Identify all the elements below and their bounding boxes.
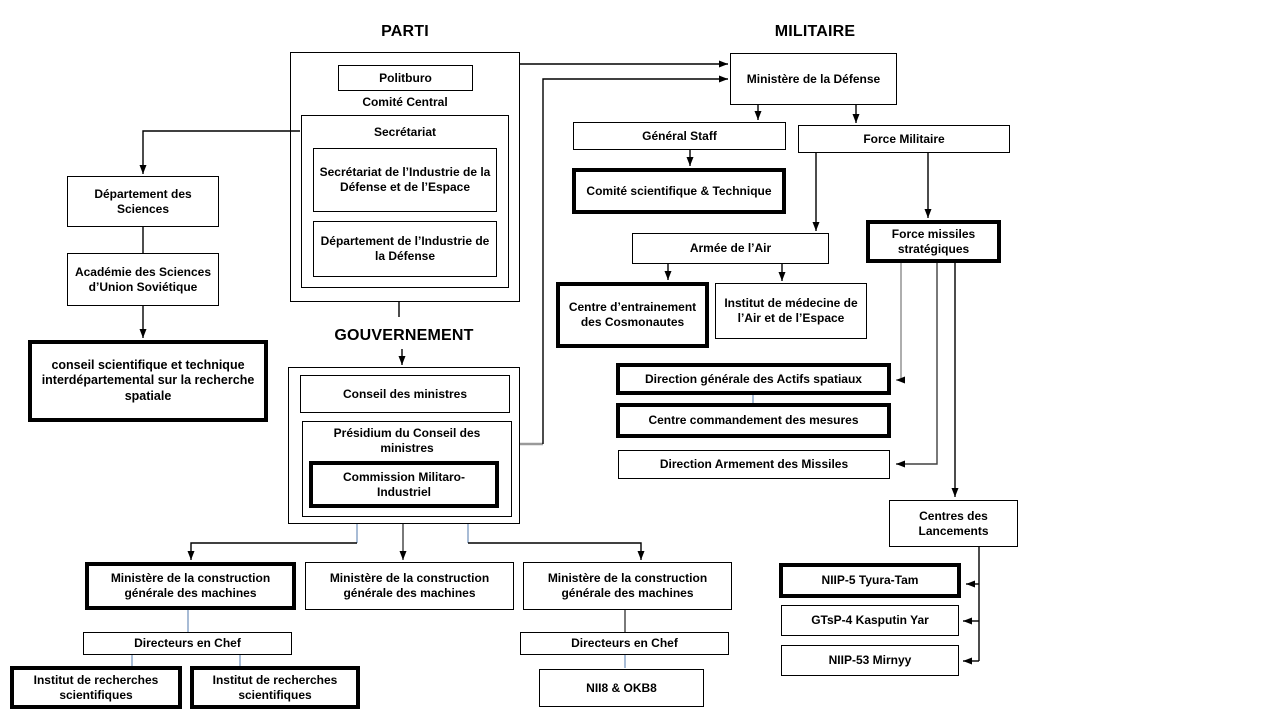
label-comite-central: Comité Central	[362, 94, 448, 109]
box-force-militaire: Force Militaire	[798, 125, 1010, 153]
box-direction-actifs-spatiaux: Direction générale des Actifs spatiaux	[616, 363, 891, 395]
box-institut-medecine: Institut de médecine de l’Air et de l’Espace	[715, 283, 867, 339]
label-secretariat: Secrétariat	[373, 124, 437, 139]
box-ministere-defense: Ministère de la Défense	[730, 53, 897, 105]
box-directeurs-chef-1: Directeurs en Chef	[83, 632, 292, 655]
box-commission-militaro: Commission Militaro-Industriel	[309, 461, 499, 508]
connector-missiles-actifs	[896, 262, 901, 380]
connector-gouv-min1	[191, 543, 357, 560]
connector-gouv-min3	[468, 543, 641, 560]
box-force-missiles-strategiques: Force missiles stratégiques	[866, 220, 1001, 263]
box-conseil-ministres: Conseil des ministres	[300, 375, 510, 413]
box-comite-scientifique-technique: Comité scientifique & Technique	[572, 168, 786, 214]
box-nii8-okb8: NII8 & OKB8	[539, 669, 704, 707]
box-ministere-construction-1: Ministère de la construction générale des machines	[85, 562, 296, 610]
box-centre-commandement-mesures: Centre commandement des mesures	[616, 403, 891, 438]
box-armee-air: Armée de l’Air	[632, 233, 829, 264]
label-presidium: Présidium du Conseil des ministres	[333, 426, 481, 455]
section-title-militaire: MILITAIRE	[774, 23, 856, 41]
box-conseil-scientifique: conseil scientifique et technique interdépartemental sur la recherche spatiale	[28, 340, 268, 422]
section-title-gouvernement: GOUVERNEMENT	[334, 327, 474, 345]
box-centre-cosmonautes: Centre d’entrainement des Cosmonautes	[556, 282, 709, 348]
box-general-staff: Général Staff	[573, 122, 786, 150]
box-departement-sciences: Département des Sciences	[67, 176, 219, 227]
box-institut-recherches-1: Institut de recherches scientifiques	[10, 666, 182, 709]
box-institut-recherches-2: Institut de recherches scientifiques	[190, 666, 360, 709]
box-academie-sciences: Académie des Sciences d’Union Soviétique	[67, 253, 219, 306]
box-departement-industrie: Département de l’Industrie de la Défense	[313, 221, 497, 277]
connector-secretariat-sciences	[143, 131, 300, 174]
box-secretariat-industrie: Secrétariat de l’Industrie de la Défense et de l’Espace	[313, 148, 497, 212]
box-direction-armement-missiles: Direction Armement des Missiles	[618, 450, 890, 479]
box-ministere-construction-3: Ministère de la construction générale des machines	[523, 562, 732, 610]
box-ministere-construction-2: Ministère de la construction générale des machines	[305, 562, 514, 610]
section-title-parti: PARTI	[381, 23, 429, 41]
box-niip5: NIIP-5 Tyura-Tam	[779, 563, 961, 598]
box-gtsp4: GTsP-4 Kasputin Yar	[781, 605, 959, 636]
box-directeurs-chef-2: Directeurs en Chef	[520, 632, 729, 655]
box-politburo: Politburo	[338, 65, 473, 91]
box-centres-lancements: Centres des Lancements	[889, 500, 1018, 547]
box-niip53: NIIP-53 Mirnyy	[781, 645, 959, 676]
connector-missiles-armement	[896, 262, 937, 464]
